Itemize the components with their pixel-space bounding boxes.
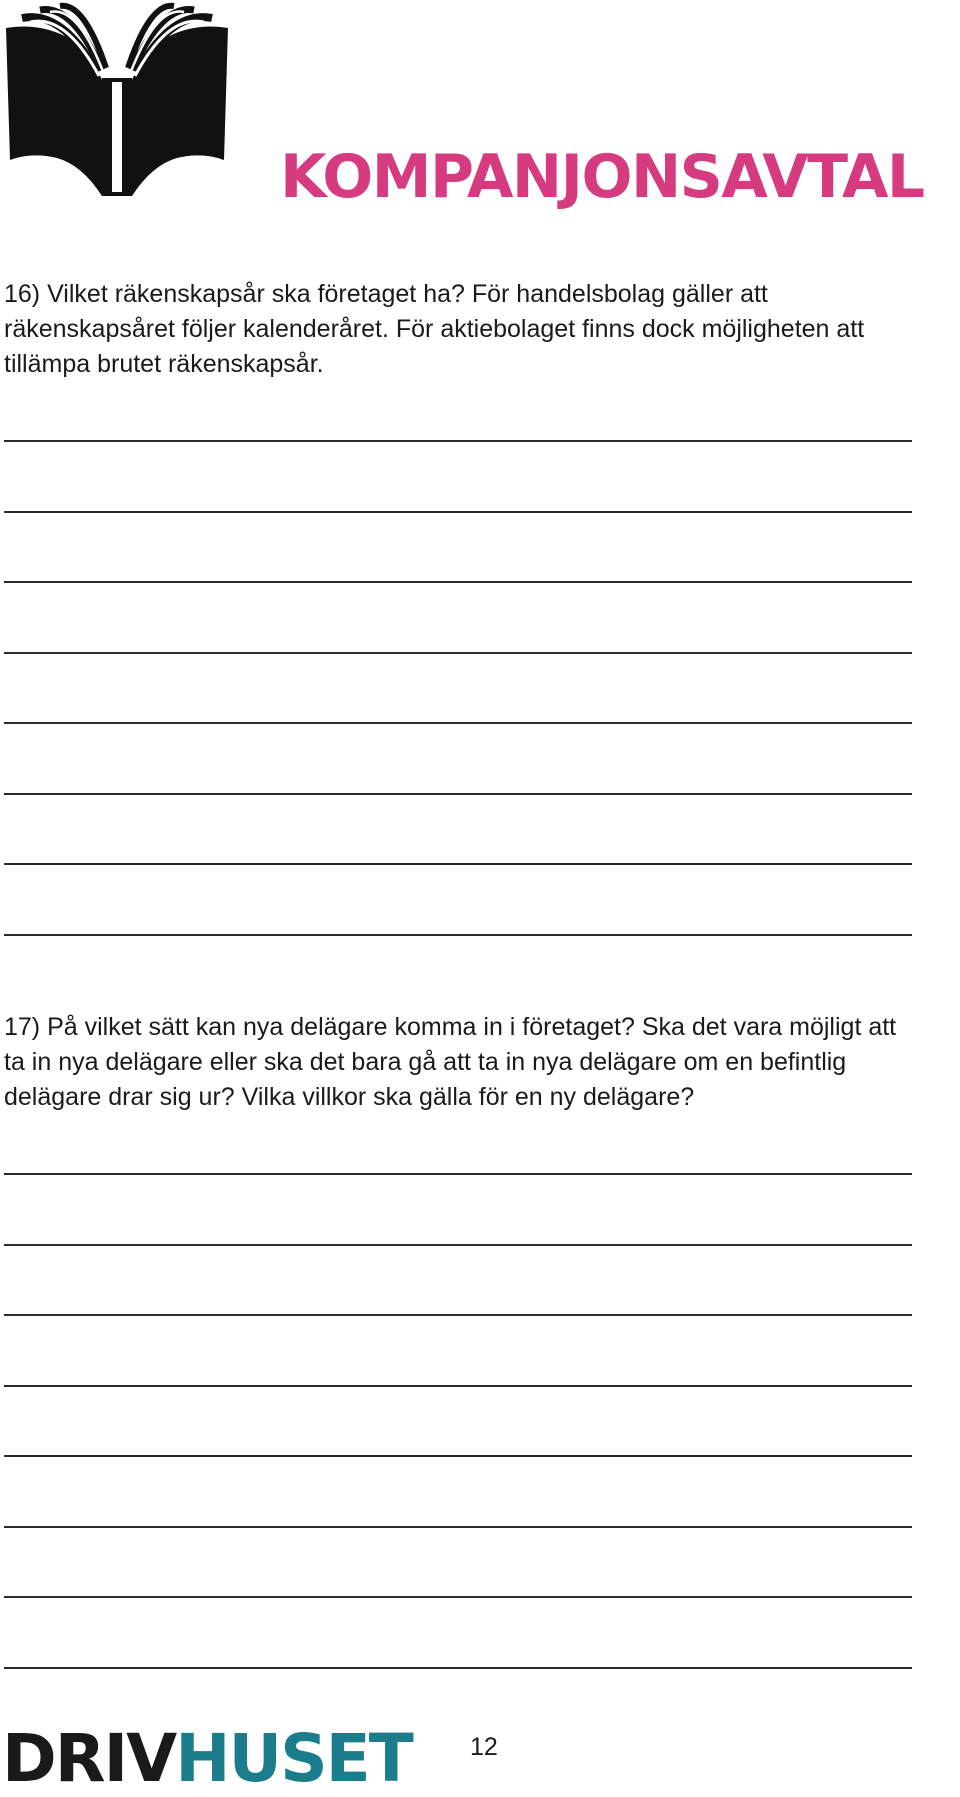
question-16-line: tillämpa brutet räkenskapsår. — [4, 350, 324, 378]
answer-line[interactable] — [4, 440, 912, 442]
answer-line[interactable] — [4, 652, 912, 654]
answer-line[interactable] — [4, 1244, 912, 1246]
question-16-line: 16) Vilket räkenskapsår ska företaget ha? För handelsbolag gäller att — [4, 280, 768, 308]
answer-line[interactable] — [4, 1385, 912, 1387]
open-book-icon — [2, 0, 232, 200]
page-title: KOMPANJONSAVTAL — [280, 142, 924, 212]
question-16 — [4, 277, 864, 382]
answer-line[interactable] — [4, 863, 912, 865]
answer-line[interactable] — [4, 1455, 912, 1457]
question-17 — [4, 1010, 896, 1115]
brand-part-huset: HUSET — [175, 1720, 412, 1797]
answer-line[interactable] — [4, 934, 912, 936]
question-16-line: räkenskapsåret följer kalenderåret. För aktiebolaget finns dock möjligheten att — [4, 315, 865, 343]
answer-line[interactable] — [4, 581, 912, 583]
answer-line[interactable] — [4, 1314, 912, 1316]
answer-line[interactable] — [4, 1596, 912, 1598]
question-17-line: 17) På vilket sätt kan nya delägare komma in i företaget? Ska det vara möjligt att — [4, 1013, 897, 1041]
answer-line[interactable] — [4, 1667, 912, 1669]
answer-line[interactable] — [4, 722, 912, 724]
question-17-line: delägare drar sig ur? Vilka villkor ska gälla för en ny delägare? — [4, 1083, 695, 1111]
answer-line[interactable] — [4, 1173, 912, 1175]
question-17-line: ta in nya delägare eller ska det bara gå att ta in nya delägare om en befintlig — [4, 1048, 847, 1076]
brand-part-driv: DRIV — [2, 1720, 176, 1797]
drivhuset-logo — [2, 1720, 412, 1797]
answer-line[interactable] — [4, 1526, 912, 1528]
answer-line[interactable] — [4, 511, 912, 513]
page-number: 12 — [470, 1733, 498, 1761]
answer-line[interactable] — [4, 793, 912, 795]
